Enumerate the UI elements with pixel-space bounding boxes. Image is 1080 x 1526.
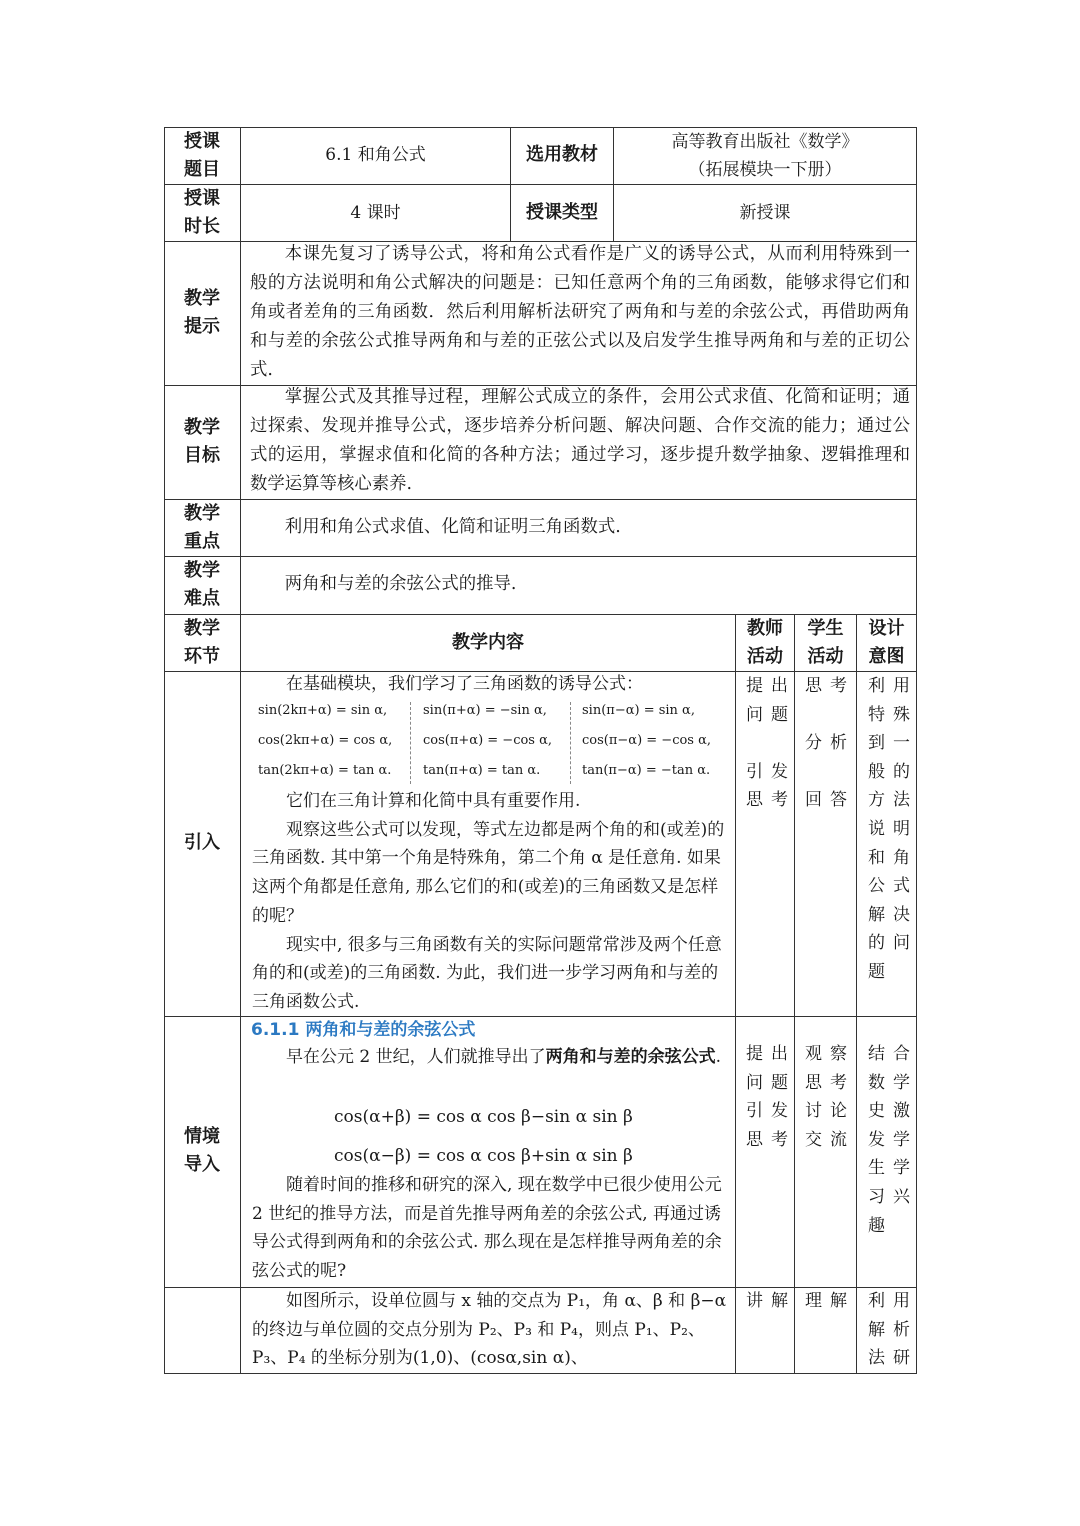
- activity-line: 公式: [868, 876, 918, 897]
- goals-text: 掌握公式及其推导过程，理解公式成立的条件，会用公式求值、化简和证明；通过探索、发现并推导公式，逐步培养分析问题、解决问题、合作交流的能力；通过公式的运用，掌握求值和化简的各种方法；通过学习，逐步提升数学抽象、逻辑推理和数学运算等核心素养.: [250, 387, 910, 494]
- activity-line: 解析: [868, 1319, 918, 1340]
- situation-p2: 随着时间的推移和研究的深入, 现在数学中已很少使用公元 2 世纪的推导方法，而是首先推导两角差的余弦公式, 再通过诱导公式得到两角和的余弦公式. 那么现在是怎样推导两角差的余弦公式的呢?: [252, 1175, 722, 1282]
- activity-line: 思考: [746, 1129, 796, 1150]
- topic-value: 6.1 和角公式: [325, 145, 426, 165]
- activity-line: 引发: [746, 1101, 796, 1122]
- intro-design-intent: [868, 672, 918, 987]
- activity-line: 特殊: [868, 704, 918, 725]
- activity-line: 习兴: [868, 1186, 918, 1207]
- activity-line: 方法: [868, 790, 918, 811]
- formula: sin(π+α) = −sin α,: [423, 703, 547, 718]
- situation-p1: 早在公元 2 世纪，人们就推导出了两角和与差的余弦公式.: [286, 1047, 722, 1067]
- type-label: 授课类型: [526, 202, 598, 223]
- intro-p1: 在基础模块，我们学习了三角函数的诱导公式：: [286, 674, 643, 694]
- formula: tan(π+α) = tan α.: [423, 763, 541, 778]
- column-divider: [240, 127, 241, 1374]
- formula: cos(2kπ+α) = cos α,: [258, 733, 393, 748]
- activity-line: 交流: [805, 1129, 855, 1150]
- formula-name: 两角和与差的余弦公式: [545, 1047, 716, 1067]
- row-divider: [164, 556, 917, 557]
- activity-line: 解决: [868, 904, 918, 925]
- activity-line: 引发: [746, 761, 796, 782]
- activity-line: 问题: [746, 1072, 796, 1093]
- situation-label: 情境 导入: [184, 1126, 220, 1175]
- column-divider: [735, 614, 736, 1374]
- activity-line: 观察: [805, 1044, 855, 1064]
- intro-teacher-activity: [746, 672, 796, 815]
- activity-line: 思考: [805, 676, 855, 696]
- activity-line: 思考: [805, 1072, 855, 1093]
- formula: tan(π−α) = −tan α.: [582, 763, 711, 778]
- activity-line: 提出: [746, 1044, 796, 1064]
- duration-value: 4 课时: [350, 203, 401, 223]
- activity-line: 和角: [868, 847, 918, 868]
- derivation-student-activity: [805, 1287, 855, 1316]
- activity-line: 理解: [805, 1291, 855, 1311]
- tips-text: 本课先复习了诱导公式，将和角公式看作是广义的诱导公式，从而利用特殊到一般的方法说明和角公式解决的问题是：已知任意两个角的三角函数，能够求得它们和角或者差角的三角函数．然后利用解析法研究了两角和与差的余弦公式，再借助两角和与差的余弦公式推导两角和与差的正弦公式以及启发学生推导两角和与差的正切公式.: [250, 244, 910, 380]
- type-value: 新授课: [739, 203, 791, 223]
- cosine-difference-formula: cos(α−β) = cos α cos β+sin α sin β: [334, 1146, 633, 1166]
- formula: cos(π−α) = −cos α,: [582, 733, 712, 748]
- activity-line: 数学: [868, 1072, 918, 1093]
- derivation-design-intent: [868, 1287, 918, 1373]
- activity-line: 讨论: [805, 1101, 855, 1122]
- activity-line: 问题: [746, 704, 796, 725]
- formula: sin(2kπ+α) = sin α,: [258, 703, 388, 718]
- intro-student-activity: [805, 672, 855, 815]
- activity-line: 分析: [805, 733, 855, 754]
- section-title: 6.1.1 两角和与差的余弦公式: [251, 1020, 476, 1040]
- activity-line: 生学: [868, 1158, 918, 1179]
- difficulty-label: 教学 难点: [184, 560, 220, 609]
- goals-label: 教学 目标: [184, 417, 220, 466]
- activity-line: 思考: [746, 790, 796, 811]
- activity-line: 利用: [868, 1291, 918, 1311]
- situation-teacher-activity: [746, 1040, 796, 1154]
- formula-divider: [410, 702, 411, 784]
- textbook-label: 选用教材: [526, 144, 598, 165]
- design-column-header: 设计 意图: [868, 618, 905, 667]
- duration-label: 授课 时长: [184, 188, 220, 237]
- activity-line: 的问: [868, 933, 918, 954]
- induction-formulas: [258, 696, 728, 788]
- activity-line: 利用: [868, 676, 918, 696]
- activity-line: 题: [868, 961, 893, 982]
- activity-line: 发学: [868, 1129, 918, 1150]
- derivation-teacher-activity: [746, 1287, 796, 1316]
- textbook-value: 高等教育出版社《数学》 （拓展模块一下册）: [671, 132, 859, 180]
- activity-line: [805, 701, 855, 730]
- activity-line: [805, 758, 855, 787]
- situation-student-activity: [805, 1040, 855, 1154]
- activity-line: 般的: [868, 761, 918, 782]
- situation-design-intent: [868, 1040, 918, 1240]
- activity-line: 到一: [868, 733, 918, 754]
- intro-text: 它们在三角计算和化简中具有重要作用. 观察这些公式可以发现，等式左边都是两个角的和(或差)的三角函数. 其中第一个角是特殊角，第二个角 α 是任意角. 如果这两个角都是任意角, 那么它们的和(或差)的三角函数又是怎样的呢？ 现实中, 很多与三角函数有关的实际问题常常涉及两个任意角的和(或差)的三角函数. 为此，我们进一步学习两角和与差的三角函数公式.: [252, 791, 725, 1012]
- activity-line: 法研: [868, 1348, 918, 1369]
- row-divider: [164, 184, 917, 185]
- column-divider: [856, 614, 857, 1374]
- teacher-column-header: 教师 活动: [747, 618, 783, 667]
- lesson-plan-table: [164, 127, 917, 1374]
- formula-divider: [570, 702, 571, 784]
- student-column-header: 学生 活动: [807, 618, 844, 667]
- activity-line: 史激: [868, 1101, 918, 1122]
- key-points-text: 利用和角公式求值、化简和证明三角函数式.: [284, 517, 621, 537]
- formula: tan(2kπ+α) = tan α.: [258, 763, 392, 778]
- key-points-label: 教学 重点: [184, 503, 220, 552]
- tips-label: 教学 提示: [184, 288, 220, 337]
- activity-line: 说明: [868, 818, 918, 839]
- formula: cos(π+α) = −cos α,: [423, 733, 553, 748]
- topic-label: 授课 题目: [184, 131, 220, 180]
- difficulty-text: 两角和与差的余弦公式的推导.: [284, 574, 517, 594]
- activity-line: 结合: [868, 1044, 918, 1064]
- content-column-header: 教学内容: [452, 632, 524, 653]
- activity-line: [746, 729, 796, 758]
- cosine-sum-formula: cos(α+β) = cos α cos β−sin α sin β: [334, 1107, 633, 1127]
- activity-line: 提出: [746, 676, 796, 696]
- activity-line: 回答: [805, 790, 855, 811]
- intro-label: 引入: [184, 832, 220, 853]
- table-border-bottom: [164, 1373, 917, 1374]
- row-divider: [164, 499, 917, 500]
- activity-line: 趣: [868, 1215, 893, 1236]
- derivation-text: 如图所示，设单位圆与 x 轴的交点为 P₁，角 α、β 和 β−α 的终边与单位圆的交点分别为 P₂、P₃ 和 P₄，则点 P₁、P₂、P₃、P₄ 的坐标分别为(1,0)、(cosα,sin α)、: [252, 1291, 727, 1369]
- formula: sin(π−α) = sin α,: [582, 703, 695, 718]
- activity-line: 讲解: [746, 1291, 796, 1311]
- stage-column-header: 教学 环节: [184, 618, 220, 667]
